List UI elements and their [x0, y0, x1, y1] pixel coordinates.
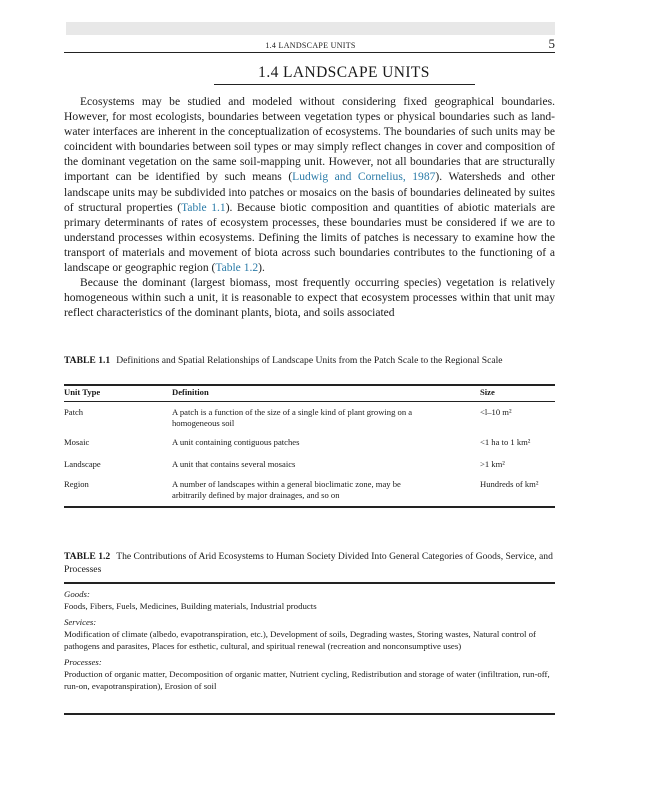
processes-block: Processes: Production of organic matter, Decomposition of organic matter, Nutrient cycling, Redistribution and storage of water (infiltration, run-off, run-on, evapotranspiration), Erosion of soil [64, 657, 550, 691]
top-gray-bar [66, 22, 555, 35]
body-text [64, 95, 555, 321]
paragraph-2: Because the dominant (largest biomass, most frequently occurring species) vegetation is relatively homogeneous within such a unit, it is reasonable to expect that ecosystem processes within that unit may reflect characteristics of the dominant plants, biota, and soils associated [64, 277, 555, 320]
table-1-1-label: TABLE 1.1 [64, 355, 111, 366]
table-1-1-bottom-rule [64, 506, 555, 508]
goods-block: Goods: Foods, Fibers, Fuels, Medicines, Building materials, Industrial products [64, 589, 317, 611]
running-title: 1.4 LANDSCAPE UNITS [265, 41, 356, 50]
col-unit-type: Unit Type [64, 387, 101, 397]
table-1-2-top-rule [64, 582, 555, 584]
section-title: 1.4 LANDSCAPE UNITS [258, 64, 430, 81]
table-row: Mosaic A unit containing contiguous patches <1 ha to 1 km² [64, 437, 531, 447]
services-block: Services: Modification of climate (albedo, evapotranspiration, etc.), Development of soils, Degrading wastes, Storing wastes, Natural control of pathogens and parasites, Places for esthetic, cultural, and spiritual renewal (recreation and nonconsumptive uses) [64, 617, 536, 651]
table-1-1 [64, 387, 555, 503]
table-1-1-header-rule [64, 401, 555, 402]
header-rule [64, 52, 555, 53]
table-row: Landscape A unit that contains several mosaics >1 km² [64, 459, 505, 469]
table-1-2-bottom-rule [64, 713, 555, 715]
paragraph-1: Ecosystems may be studied and modeled without considering fixed geographical boundaries. However, for most ecologists, boundaries between vegetation types or physical boundaries such as land-water interfaces are inherent in the conceptualization of ecosystems. The boundaries of such units may be coincident with boundaries between soil types or may simply reflect changes in cover and composition of the dominant vegetation on the same soil-mapping unit. However, not all boundaries that are structurally important can be identified by such means (Ludwig and Cornelius, 1987). Watersheds and other landscape units may be subdivided into patches or mosaics on the basis of boundaries delineated by suites of structural properties (Table 1.1). Because biotic composition and quantities of abiotic materials are primary determinants of rates of ecosystem processes, these boundaries must be considered if we are to understand processes within ecosystems. Defining the limits of patches is necessary to examine how the transport of materials and movement of biota across such boundaries contributes to the functioning of a landscape or geographic region (Table 1.2). [64, 96, 555, 275]
section-title-rule [214, 84, 475, 85]
table-1-1-caption: TABLE 1.1 Definitions and Spatial Relationships of Landscape Units from the Patch Scale to the Regional Scale [64, 355, 503, 366]
col-definition: Definition [172, 387, 209, 397]
page-header [66, 38, 555, 52]
table-row: Patch A patch is a function of the size of a single kind of plant growing on a homogeneous soil <l–10 m² [64, 407, 512, 429]
table-header-row [64, 387, 555, 401]
table-1-2-caption: TABLE 1.2 The Contributions of Arid Ecosystems to Human Society Divided Into General Categories of Goods, Service, and Processes [64, 551, 553, 575]
table-1-2-link[interactable]: Table 1.2 [215, 262, 259, 275]
table-row: Region A number of landscapes within a general bioclimatic zone, may be arbitrarily defined by major drainages, and so on Hundreds of km² [64, 479, 539, 501]
col-size: Size [480, 387, 495, 397]
table-1-2-label: TABLE 1.2 [64, 551, 111, 562]
table-1-1-link[interactable]: Table 1.1 [181, 201, 226, 214]
citation-ludwig-cornelius[interactable]: Ludwig and Cornelius, 1987 [292, 171, 436, 184]
page-number: 5 [548, 36, 555, 51]
table-1-2 [64, 588, 555, 696]
table-1-1-top-rule [64, 384, 555, 386]
